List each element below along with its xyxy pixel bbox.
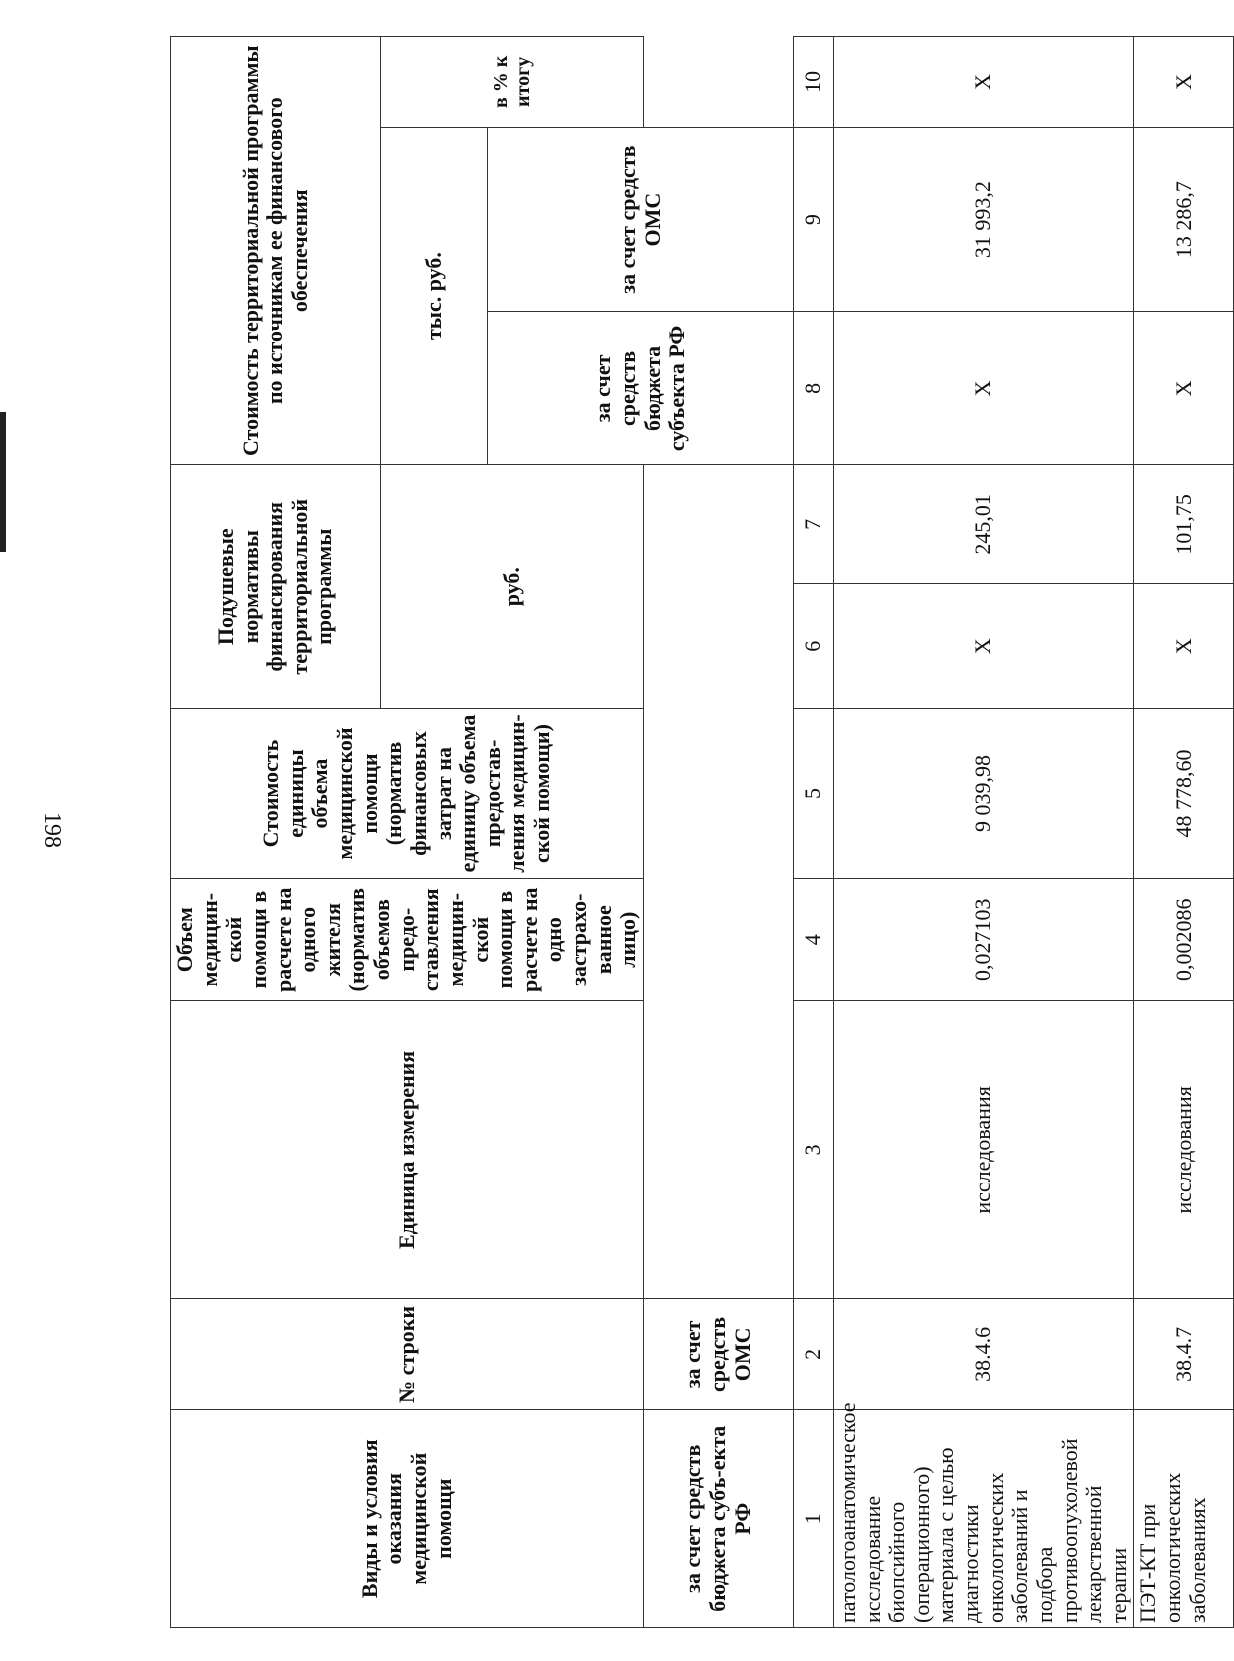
row-cost-budget: Х xyxy=(833,312,1134,465)
row-per-capita-budget: Х xyxy=(1134,584,1234,709)
row-volume: 0,027103 xyxy=(833,879,1134,1001)
row-per-capita-budget: Х xyxy=(833,584,1134,709)
header-unit-rub: руб. xyxy=(381,465,644,709)
row-unit-cost: 9 039,98 xyxy=(833,709,1134,879)
column-number: 1 xyxy=(793,1410,833,1628)
header-per-capita-group: Подушевые нормативы финансирования территориальной программы xyxy=(171,465,381,709)
row-percent: Х xyxy=(1134,37,1234,128)
row-unit-cost: 48 778,60 xyxy=(1134,709,1234,879)
row-line-number: 38.4.6 xyxy=(833,1299,1134,1410)
column-number: 8 xyxy=(793,312,833,465)
header-volume: Объем медицин-ской помощи в расчете на одного жителя (норматив объемов предо-ставления медицин-ской помощи в расчете на одно застрахо-ванное лицо) xyxy=(171,879,644,1001)
column-number-row xyxy=(793,37,833,1628)
table-frame xyxy=(170,36,1210,1628)
header-cost-oms: за счет средств ОМС xyxy=(488,127,793,312)
row-percent: Х xyxy=(833,37,1134,128)
header-per-capita-budget: за счет средств бюджета субъ-екта РФ xyxy=(643,1410,793,1628)
row-per-capita-oms: 245,01 xyxy=(833,465,1134,584)
table-row xyxy=(833,37,1134,1628)
header-unit: Единица измерения xyxy=(171,1001,644,1299)
scan-edge-mark xyxy=(0,412,6,552)
header-line-number: № строки xyxy=(171,1299,644,1410)
financing-table xyxy=(170,36,1234,1628)
row-cost-oms: 13 286,7 xyxy=(1134,127,1234,312)
page-number: 198 xyxy=(39,812,65,848)
row-unit: исследования xyxy=(833,1001,1134,1299)
header-unit-cost: Стоимость единицы объема медицинской помощи (норматив финансовых затрат на единицу объема предостав-ления медицин-ской помощи) xyxy=(171,709,644,879)
header-percent: в % к итогу xyxy=(381,37,644,128)
row-unit: исследования xyxy=(1134,1001,1234,1299)
row-line-number: 38.4.7 xyxy=(1134,1299,1234,1410)
row-name: ПЭТ-КТ при онкологических заболеваниях xyxy=(1134,1410,1234,1628)
header-cost-group: Стоимость территориальной программы по источникам ее финансового обеспечения xyxy=(171,37,381,465)
table-row xyxy=(1134,37,1234,1628)
column-number: 2 xyxy=(793,1299,833,1410)
row-cost-budget: Х xyxy=(1134,312,1234,465)
header-unit-thousand-rub: тыс. руб. xyxy=(381,127,488,465)
row-name: патологоанатомическое исследование биопсийного (операционного) материала с целью диагностики онкологических заболеваний и подбора противоопухолевой лекарственной терапии xyxy=(833,1410,1134,1628)
row-cost-oms: 31 993,2 xyxy=(833,127,1134,312)
rotated-table-container xyxy=(170,36,1210,1628)
header-cost-budget: за счет средств бюджета субъекта РФ xyxy=(488,312,793,465)
header-kinds: Виды и условия оказания медицинской помощи xyxy=(171,1410,644,1628)
column-number: 10 xyxy=(793,37,833,128)
column-number: 7 xyxy=(793,465,833,584)
header-per-capita-oms: за счет средств ОМС xyxy=(643,1299,793,1410)
column-number: 4 xyxy=(793,879,833,1001)
column-number: 5 xyxy=(793,709,833,879)
column-number: 6 xyxy=(793,584,833,709)
row-volume: 0,002086 xyxy=(1134,879,1234,1001)
column-number: 9 xyxy=(793,127,833,312)
column-number: 3 xyxy=(793,1001,833,1299)
row-per-capita-oms: 101,75 xyxy=(1134,465,1234,584)
